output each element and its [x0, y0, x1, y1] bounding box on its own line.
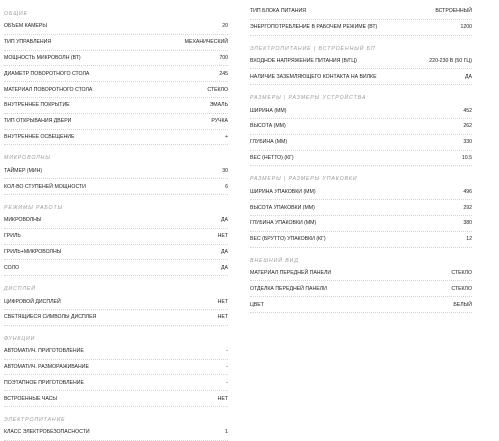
spec-row — [250, 297, 472, 313]
spec-value: 330 — [463, 139, 472, 146]
spec-row — [4, 260, 228, 276]
spec-row — [250, 4, 472, 20]
spec-value: ДА — [221, 248, 228, 255]
spec-row — [250, 69, 472, 85]
spec-value: ДА — [221, 264, 228, 271]
section-title-package-dimensions: РАЗМЕРЫ | РАЗМЕРЫ УПАКОВКИ — [250, 176, 358, 183]
spec-row — [250, 266, 472, 282]
spec-value: - — [226, 363, 228, 370]
spec-row — [250, 103, 472, 119]
spec-label: ОТДЕЛКА ПЕРЕДНЕЙ ПАНЕЛИ — [250, 285, 327, 292]
spec-label: МАТЕРИАЛ ПЕРЕДНЕЙ ПАНЕЛИ — [250, 269, 332, 276]
spec-value: НЕТ — [217, 233, 228, 240]
spec-label: ЦВЕТ — [250, 301, 264, 308]
spec-label: КЛАСС ЭЛЕКТРОБЕЗОПАСНОСТИ — [4, 429, 90, 436]
section-title-modes: РЕЖИМЫ РАБОТЫ — [4, 204, 64, 211]
spec-row — [4, 375, 228, 391]
spec-row — [250, 281, 472, 297]
spec-label: ЭНЕРГОПОТРЕБЛЕНИЕ В РАБОЧЕМ РЕЖИМЕ (ВТ) — [250, 24, 378, 31]
spec-value: 700 — [219, 54, 228, 61]
spec-label: ОБЪЕМ КАМЕРЫ — [4, 23, 47, 30]
spec-row — [4, 360, 228, 376]
spec-row — [4, 179, 228, 195]
spec-row — [250, 216, 472, 232]
spec-value: - — [226, 348, 228, 355]
spec-value: ДА — [465, 73, 472, 80]
spec-value: НЕТ — [217, 298, 228, 305]
spec-value: РУЧКА — [211, 118, 228, 125]
section-title-appearance: ВНЕШНИЙ ВИД — [250, 257, 299, 264]
spec-label: ТИП ОТКРЫВАНИЯ ДВЕРИ — [4, 118, 72, 125]
spec-value: 6 — [225, 183, 228, 190]
spec-row — [4, 66, 228, 82]
spec-row — [250, 20, 472, 36]
spec-row — [4, 310, 228, 326]
spec-label: МИКРОВОЛНЫ — [4, 217, 42, 224]
spec-label: ГРИЛЬ — [4, 233, 21, 240]
spec-value: 20 — [222, 23, 228, 30]
spec-label: АВТОМАТИЧ. ПРИГОТОВЛЕНИЕ — [4, 348, 84, 355]
spec-value: НЕТ — [217, 314, 228, 321]
section-title-functions: ФУНКЦИИ — [4, 335, 36, 342]
section-title-display: ДИСПЛЕЙ — [4, 286, 36, 293]
spec-value: ВСТРОЕННЫЙ — [435, 8, 472, 15]
spec-row — [4, 98, 228, 114]
spec-label: СОЛО — [4, 264, 20, 271]
spec-value: 452 — [463, 107, 472, 114]
spec-value: 292 — [463, 204, 472, 211]
spec-label: ВЕС (НЕТТО) (КГ) — [250, 154, 294, 161]
spec-row — [4, 51, 228, 67]
spec-label: ДИАМЕТР ПОВОРОТНОГО СТОЛА — [4, 70, 90, 77]
spec-value: 12 — [466, 236, 472, 243]
spec-label: ТИП БЛОКА ПИТАНИЯ — [250, 8, 306, 15]
spec-label: СВЕТЯЩИЕСЯ СИМВОЛЫ ДИСПЛЕЯ — [4, 314, 97, 321]
spec-value: 30 — [222, 167, 228, 174]
spec-row — [4, 391, 228, 407]
spec-label: КОЛ-ВО СТУПЕНЕЙ МОЩНОСТИ — [4, 183, 86, 190]
spec-label: МОЩНОСТЬ МИКРОВОЛН (ВТ) — [4, 54, 81, 61]
left-column — [4, 10, 228, 441]
spec-label: ВСТРОЕННЫЕ ЧАСЫ — [4, 395, 57, 402]
spec-label: НАЛИЧИЕ ЗАЗЕМЛЯЮЩЕГО КОНТАКТА НА ВИЛКЕ — [250, 73, 377, 80]
spec-label: ТАЙМЕР (МИН) — [4, 167, 43, 174]
spec-value: МЕХАНИЧЕСКИЙ — [184, 39, 228, 46]
section-title-builtin-psu: ЭЛЕКТРОПИТАНИЕ | ВСТРОЕННЫЙ БП — [250, 45, 376, 52]
spec-row — [4, 294, 228, 310]
spec-label: ГЛУБИНА УПАКОВКИ (ММ) — [250, 220, 317, 227]
spec-row — [4, 213, 228, 229]
spec-row — [4, 35, 228, 51]
spec-value: ЭМАЛЬ — [209, 102, 228, 109]
spec-value: - — [226, 379, 228, 386]
spec-label: ВЫСОТА (ММ) — [250, 123, 286, 130]
spec-value: 220-230 В (50 ГЦ) — [429, 57, 472, 64]
spec-row — [250, 54, 472, 70]
spec-value: 1 — [225, 429, 228, 436]
spec-row — [250, 232, 472, 248]
spec-row — [250, 184, 472, 200]
spec-label: ШИРИНА (ММ) — [250, 107, 287, 114]
spec-value: БЕЛЫЙ — [453, 301, 472, 308]
spec-value: + — [224, 133, 228, 140]
spec-row — [4, 229, 228, 245]
section-title-power: ЭЛЕКТРОПИТАНИЕ — [4, 416, 66, 423]
spec-label: АВТОМАТИЧ. РАЗМОРАЖИВАНИЕ — [4, 363, 89, 370]
spec-value: 262 — [463, 123, 472, 130]
spec-row — [250, 200, 472, 216]
spec-label: ВЫСОТА УПАКОВКИ (ММ) — [250, 204, 315, 211]
spec-label: ВНУТРЕННЕЕ ПОКРЫТИЕ — [4, 102, 70, 109]
spec-label: ВЕС (БРУТТО) УПАКОВКИ (КГ) — [250, 236, 326, 243]
spec-value: 10.5 — [461, 154, 472, 161]
spec-label: ВХОДНОЕ НАПРЯЖЕНИЕ ПИТАНИЯ (В/ГЦ) — [250, 57, 357, 64]
spec-row — [250, 151, 472, 167]
spec-label: ШИРИНА УПАКОВКИ (ММ) — [250, 188, 316, 195]
spec-value: ДА — [221, 217, 228, 224]
spec-label: ГРИЛЬ+МИКРОВОЛНЫ — [4, 248, 62, 255]
section-title-device-dimensions: РАЗМЕРЫ | РАЗМЕРЫ УСТРОЙСТВА — [250, 95, 367, 102]
right-column — [250, 4, 472, 313]
spec-row — [250, 135, 472, 151]
spec-row — [250, 119, 472, 135]
spec-row — [4, 163, 228, 179]
spec-row — [4, 245, 228, 261]
spec-row — [4, 114, 228, 130]
spec-value: СТЕКЛО — [451, 269, 472, 276]
spec-label: ГЛУБИНА (ММ) — [250, 139, 288, 146]
spec-label: МАТЕРИАЛ ПОВОРОТНОГО СТОЛА — [4, 86, 93, 93]
section-title-microwave: МИКРОВОЛНЫ — [4, 155, 51, 162]
section-title-general: ОБЩИЕ — [4, 11, 28, 17]
spec-value: СТЕКЛО — [207, 86, 228, 93]
spec-row — [4, 19, 228, 35]
spec-value: 496 — [463, 188, 472, 195]
spec-label: ВНУТРЕННЕЕ ОСВЕЩЕНИЕ — [4, 133, 75, 140]
spec-value: 380 — [463, 220, 472, 227]
spec-value: НЕТ — [217, 395, 228, 402]
spec-label: ПОЭТАПНОЕ ПРИГОТОВЛЕНИЕ — [4, 379, 84, 386]
spec-row — [4, 82, 228, 98]
spec-label: ЦИФРОВОЙ ДИСПЛЕЙ — [4, 298, 61, 305]
spec-value: 245 — [219, 70, 228, 77]
spec-value: 1200 — [460, 24, 472, 31]
spec-row — [4, 130, 228, 146]
spec-row — [4, 425, 228, 441]
spec-value: СТЕКЛО — [451, 285, 472, 292]
spec-row — [4, 344, 228, 360]
spec-label: ТИП УПРАВЛЕНИЯ — [4, 39, 52, 46]
